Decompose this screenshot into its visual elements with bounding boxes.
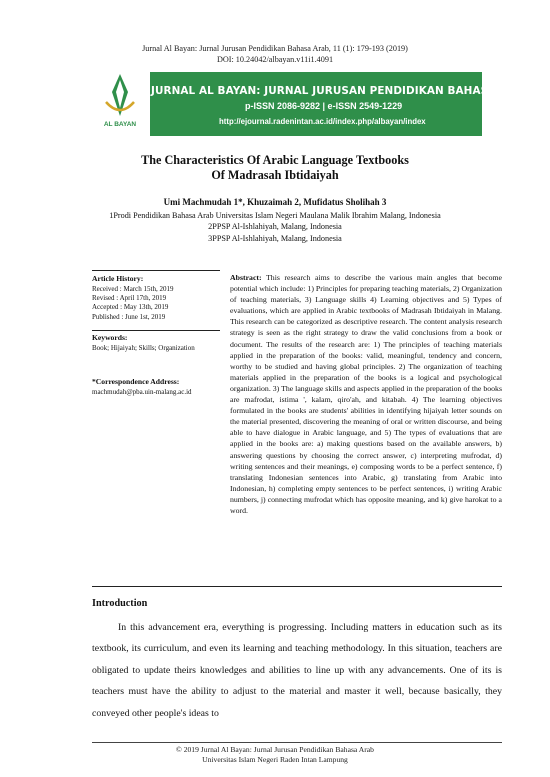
article-history — [92, 285, 173, 322]
keywords-label: Keywords: — [92, 333, 128, 342]
accepted-date: Accepted : May 13th, 2019 — [92, 303, 169, 312]
journal-issn: p-ISSN 2086-9282 | e-ISSN 2549-1229 — [245, 101, 403, 111]
title-line-2: Of Madrasah Ibtidaiyah — [211, 168, 339, 182]
affiliation-3: 3PPSP Al-Ishlahiyah, Malang, Indonesia — [208, 233, 342, 243]
affiliations — [0, 210, 550, 244]
section-divider — [92, 586, 502, 587]
keywords-rule — [92, 330, 220, 331]
article-info-top-rule — [92, 270, 220, 271]
correspondence-email[interactable]: machmudah@pba.uin-malang.ac.id — [92, 388, 192, 396]
logo-text: AL BAYAN — [103, 121, 137, 128]
pen-logo-icon — [104, 72, 136, 120]
abstract — [230, 272, 502, 516]
published-date: Published : June 1st, 2019 — [92, 312, 166, 321]
running-header — [0, 43, 550, 65]
introduction-heading: Introduction — [92, 598, 148, 609]
journal-logo — [90, 68, 150, 138]
footer-institution: Universitas Islam Negeri Raden Intan Lampung — [202, 755, 348, 765]
journal-name: JURNAL AL BAYAN: JURNAL JURUSAN PENDIDIKAN BAHASA ARAB — [151, 85, 533, 97]
article-history-label: Article History: — [92, 274, 144, 283]
introduction-text: In this advancement era, everything is progressing. Including matters in education such as its textbook, its curriculum, and even its learning and teaching methodology. In this situation, teachers are obligated to update theirs knowledges and abilities to line up with any advancements. One of its is teachers must have the ability to adjust to the material and master it well, because basically, they conveyed other people's ideas to — [92, 622, 502, 719]
footer — [0, 745, 550, 765]
affiliation-1: 1Prodi Pendidikan Bahasa Arab Universitas Islam Negeri Maulana Malik Ibrahim Malang, Indonesia — [109, 211, 441, 220]
journal-citation: Jurnal Al Bayan: Jurnal Jurusan Pendidikan Bahasa Arab, 11 (1): 179-193 (2019) — [142, 44, 408, 53]
footer-copyright: © 2019 Jurnal Al Bayan: Jurnal Jurusan Pendidikan Bahasa Arab — [176, 745, 374, 754]
abstract-label: Abstract: — [230, 273, 262, 282]
title-line-1: The Characteristics Of Arabic Language Textbooks — [141, 153, 409, 167]
revised-date: Revised : April 17th, 2019 — [92, 294, 167, 303]
correspondence-label: *Correspondence Address: — [92, 377, 180, 386]
keywords: Book; Hijaiyah; Skills; Organization — [92, 344, 195, 352]
received-date: Received : March 15th, 2019 — [92, 285, 174, 293]
affiliation-2: 2PPSP Al-Ishlahiyah, Malang, Indonesia — [208, 222, 342, 232]
paper-title — [0, 153, 550, 183]
abstract-text: This research aims to describe the various main angles that become potential which include: 1) Principles for preparing teaching materials, 2) Organization of teaching materials, 3) Language skills 4) Learning objectives and 5) Types of evaluations, which are applied in Arabic textbooks of Madrasah Ibtidaiyah in Malang. This research can be categorized as descriptive research. The content analysis research strategy is seen as the right strategy to draw the valid conclusions from a book or document. The results of the research are: 1) The principles of teaching materials applied in the preparation of the books: valid, meaningful, tendency and concern, worthy to be studied and having global principles. 2) The organization of teaching materials applied in the preparation of the books is a logical and psychological organization. 3) The language skills and aspects applied in the preparation of the books are mafrodat, istima ', kalam, qiro'ah, and kitabah. 4) The learning objectives formulated in the books are students' abilities in identifying hijaiyah letter sounds on the material presented, discovering the meaning of oral or written discourse, and being able to have dialogue in Arabic language, and 5) The types of evaluations that are applied in the books are: a) making questions based on the available answers, b) answering questions by choosing the correct answer, c) interpreting mufrodat, d) writing sentences and their meanings, e) composing words to be a perfect sentence, f) translating Indonesian sentences into Arabic, g) translating from Arabic into Indonesian, h) completing empty sentences to be perfect sentences, i) writing Arabic numbers, j) connecting mufrodat which has opposite meaning, and k) give harokat to a word. — [230, 273, 502, 515]
footer-rule — [92, 742, 502, 743]
journal-url[interactable]: http://ejournal.radenintan.ac.id/index.php/albayan/index — [219, 117, 426, 126]
doi: DOI: 10.24042/albayan.v11i1.4091 — [216, 55, 334, 64]
authors: Umi Machmudah 1*, Khuzaimah 2, Mufidatus Sholihah 3 — [163, 197, 387, 207]
